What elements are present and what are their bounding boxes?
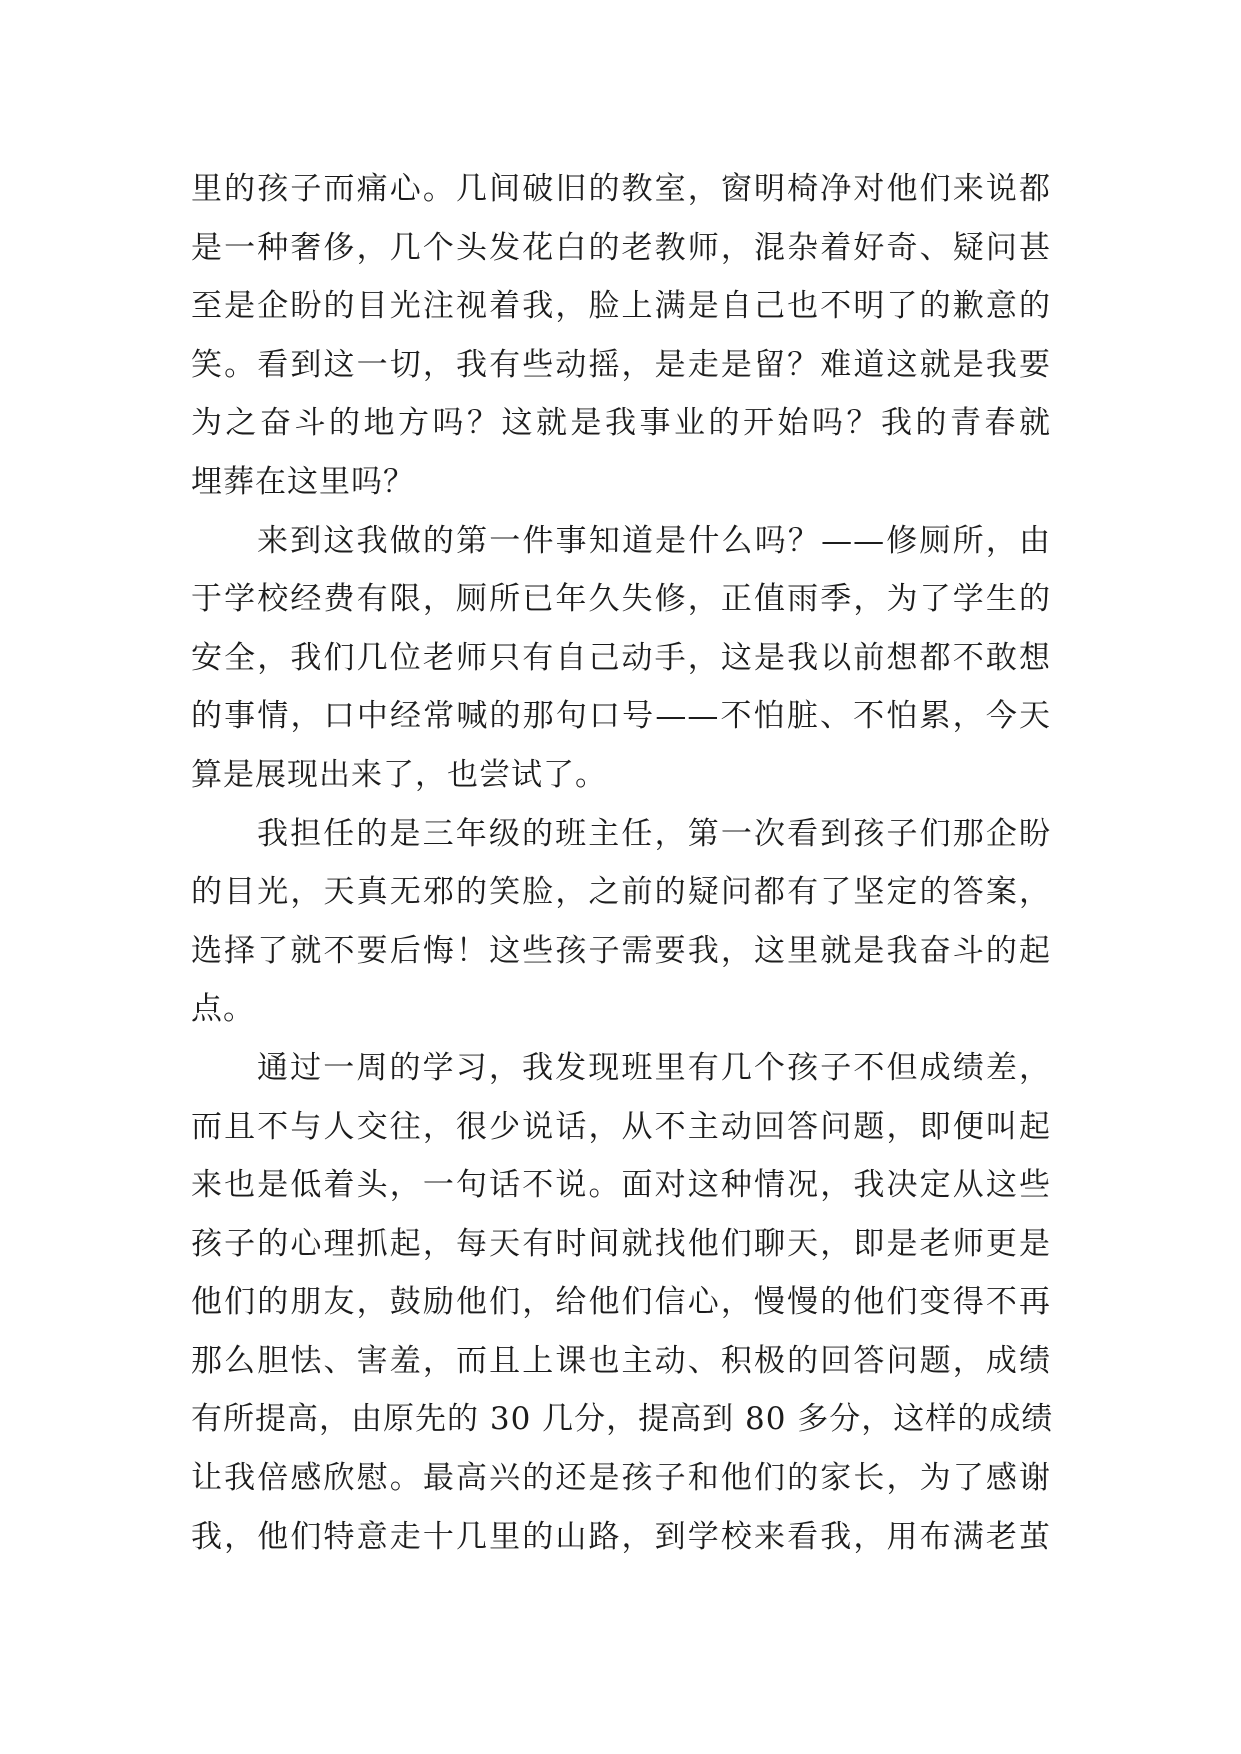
text-line: 的事情，口中经常喊的那句口号——不怕脏、不怕累，今天 bbox=[191, 698, 1051, 735]
text-line: 选择了就不要后悔！这些孩子需要我，这里就是我奋斗的起 bbox=[191, 932, 1051, 969]
text-line: 有所提高，由原先的 30 几分，提高到 80 多分，这样的成绩 bbox=[191, 1401, 1054, 1438]
text-line: 来到这我做的第一件事知道是什么吗？——修厕所，由 bbox=[257, 522, 1051, 559]
text-line: 那么胆怯、害羞，而且上课也主动、积极的回答问题，成绩 bbox=[191, 1342, 1051, 1379]
text-line: 的目光，天真无邪的笑脸，之前的疑问都有了坚定的答案， bbox=[191, 874, 1051, 911]
text-line: 让我倍感欣慰。最高兴的还是孩子和他们的家长，为了感谢 bbox=[191, 1460, 1051, 1497]
text-line: 孩子的心理抓起，每天有时间就找他们聊天，即是老师更是 bbox=[191, 1225, 1051, 1262]
text-line: 是一种奢侈，几个头发花白的老教师，混杂着好奇、疑问甚 bbox=[191, 229, 1051, 266]
text-line: 通过一周的学习，我发现班里有几个孩子不但成绩差， bbox=[257, 1049, 1051, 1086]
text-line: 我，他们特意走十几里的山路，到学校来看我，用布满老茧 bbox=[191, 1518, 1051, 1555]
text-line: 他们的朋友，鼓励他们，给他们信心，慢慢的他们变得不再 bbox=[191, 1284, 1051, 1321]
text-line: 至是企盼的目光注视着我，脸上满是自己也不明了的歉意的 bbox=[191, 288, 1051, 325]
text-line: 埋葬在这里吗？ bbox=[191, 463, 415, 500]
text-line: 算是展现出来了，也尝试了。 bbox=[191, 756, 607, 793]
text-line: 笑。看到这一切，我有些动摇，是走是留？难道这就是我要 bbox=[191, 346, 1051, 383]
text-line: 点。 bbox=[191, 991, 255, 1028]
body-text bbox=[191, 160, 1054, 1566]
text-line: 安全，我们几位老师只有自己动手，这是我以前想都不敢想 bbox=[191, 639, 1051, 676]
text-line: 里的孩子而痛心。几间破旧的教室，窗明椅净对他们来说都 bbox=[191, 171, 1051, 207]
text-line: 来也是低着头，一句话不说。面对这种情况，我决定从这些 bbox=[191, 1167, 1051, 1204]
text-line: 于学校经费有限，厕所已年久失修，正值雨季，为了学生的 bbox=[191, 581, 1051, 618]
text-line: 为之奋斗的地方吗？这就是我事业的开始吗？我的青春就 bbox=[191, 405, 1051, 442]
text-line: 我担任的是三年级的班主任，第一次看到孩子们那企盼 bbox=[257, 815, 1051, 852]
text-line: 而且不与人交往，很少说话，从不主动回答问题，即便叫起 bbox=[191, 1108, 1051, 1145]
